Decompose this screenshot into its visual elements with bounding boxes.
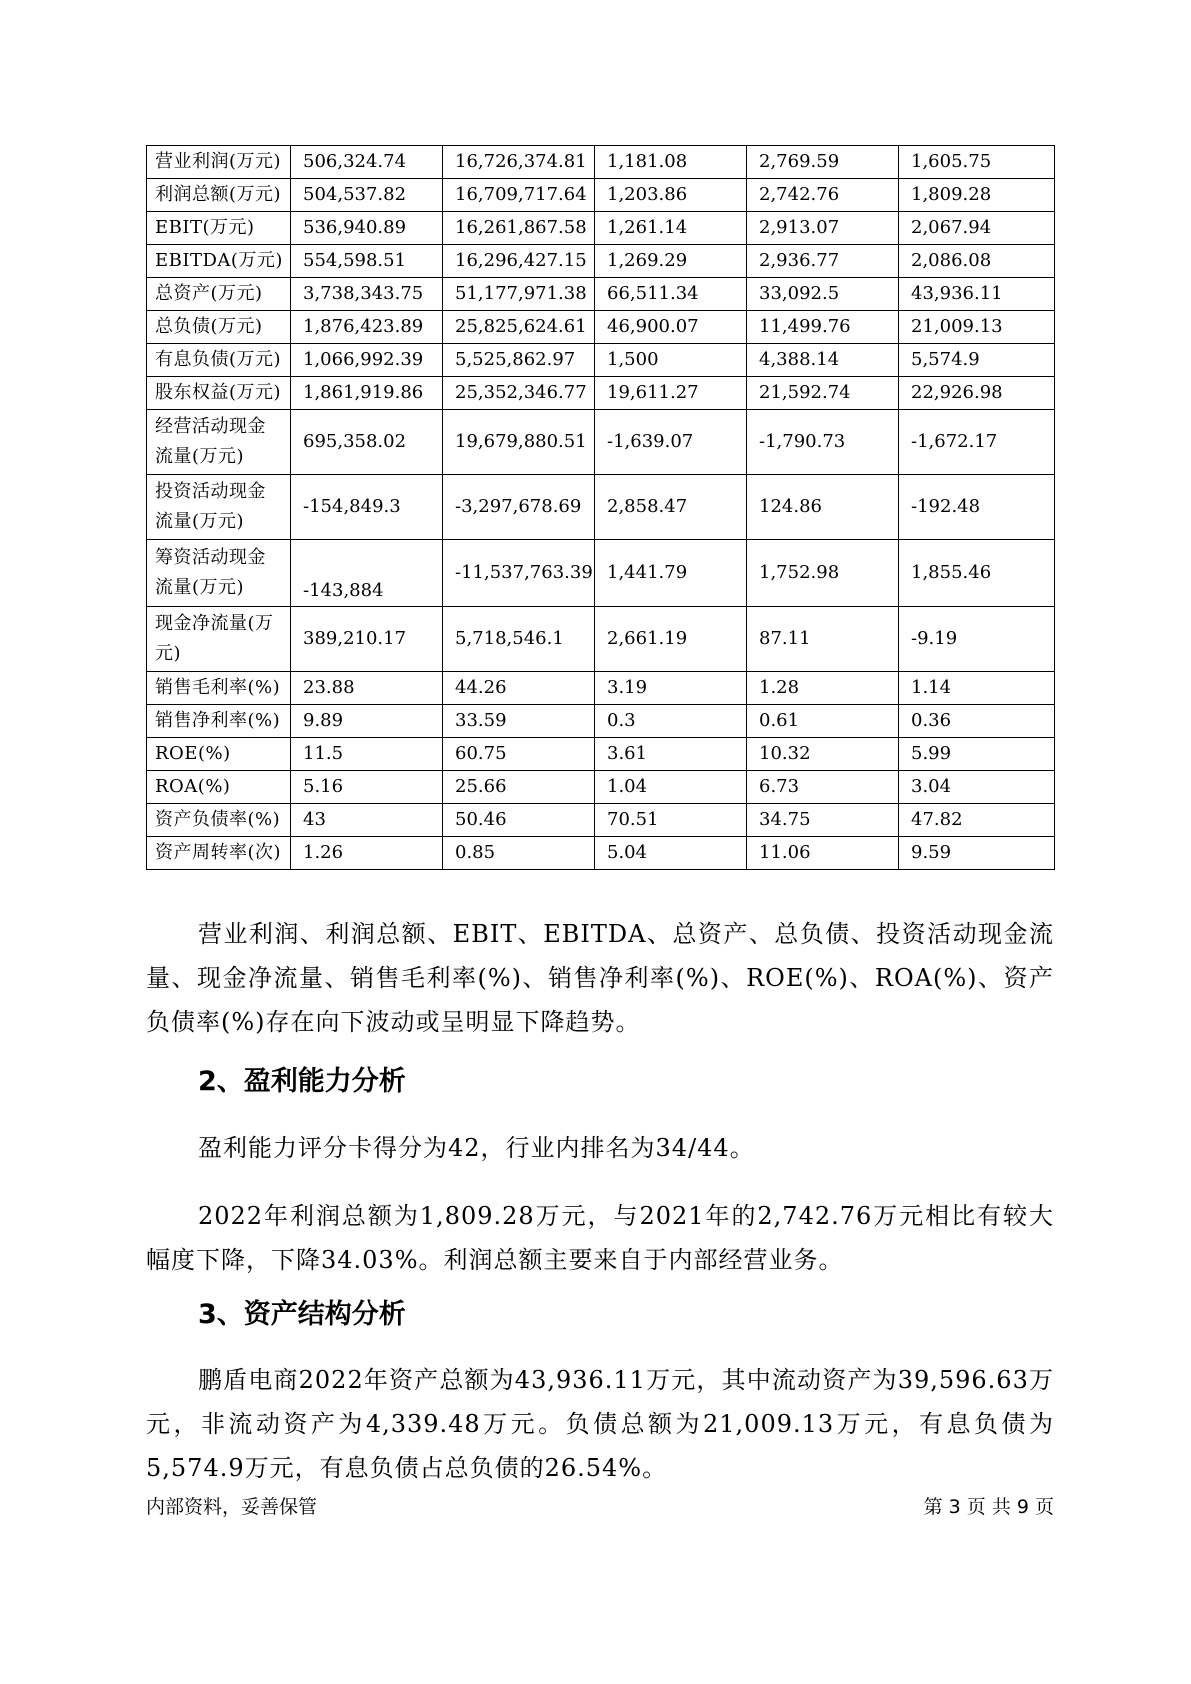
table-cell: 5,525,862.97: [443, 344, 595, 377]
table-cell: 60.75: [443, 738, 595, 771]
row-label: 股东权益(万元): [147, 377, 291, 410]
table-cell: 124.86: [747, 475, 899, 540]
row-label: ROA(%): [147, 771, 291, 804]
table-cell: 2,769.59: [747, 146, 899, 179]
row-label: 资产负债率(%): [147, 804, 291, 837]
table-cell: 16,726,374.81: [443, 146, 595, 179]
table-cell: 0.36: [899, 705, 1055, 738]
table-row: [147, 146, 1055, 179]
table-cell: 23.88: [291, 672, 443, 705]
row-label: 总资产(万元): [147, 278, 291, 311]
table-row: [147, 410, 1055, 475]
table-cell: 46,900.07: [595, 311, 747, 344]
row-label: 投资活动现金流量(万元): [147, 475, 291, 540]
table-cell: 0.85: [443, 837, 595, 870]
table-cell: 16,296,427.15: [443, 245, 595, 278]
table-cell: -1,639.07: [595, 410, 747, 475]
table-cell: 44.26: [443, 672, 595, 705]
table-row: [147, 179, 1055, 212]
table-cell: 5,574.9: [899, 344, 1055, 377]
table-row: [147, 377, 1055, 410]
table-row: [147, 705, 1055, 738]
table-cell: 0.3: [595, 705, 747, 738]
table-row: [147, 540, 1055, 607]
table-row: [147, 837, 1055, 870]
table-cell: 66,511.34: [595, 278, 747, 311]
table-cell: -192.48: [899, 475, 1055, 540]
table-cell: 2,913.07: [747, 212, 899, 245]
table-cell: 1,876,423.89: [291, 311, 443, 344]
table-cell: 4,388.14: [747, 344, 899, 377]
table-row: [147, 804, 1055, 837]
table-cell: 1,809.28: [899, 179, 1055, 212]
financial-table-body: [147, 146, 1055, 870]
table-cell: 695,358.02: [291, 410, 443, 475]
table-cell: 2,742.76: [747, 179, 899, 212]
table-cell: 51,177,971.38: [443, 278, 595, 311]
row-label: ROE(%): [147, 738, 291, 771]
table-cell: 3,738,343.75: [291, 278, 443, 311]
table-cell: 389,210.17: [291, 607, 443, 672]
table-cell: 10.32: [747, 738, 899, 771]
table-cell: 5.04: [595, 837, 747, 870]
table-cell: 87.11: [747, 607, 899, 672]
table-cell: 536,940.89: [291, 212, 443, 245]
row-label: 有息负债(万元): [147, 344, 291, 377]
table-cell: -154,849.3: [291, 475, 443, 540]
table-cell: 1,752.98: [747, 540, 899, 607]
table-cell: 554,598.51: [291, 245, 443, 278]
table-cell: 1.04: [595, 771, 747, 804]
row-label: 现金净流量(万元): [147, 607, 291, 672]
table-cell: 22,926.98: [899, 377, 1055, 410]
table-cell: 506,324.74: [291, 146, 443, 179]
table-row: [147, 311, 1055, 344]
financial-data-table: [146, 145, 1055, 870]
profit-score-paragraph: 盈利能力评分卡得分为42，行业内排名为34/44。: [198, 1134, 755, 1162]
row-label: EBITDA(万元): [147, 245, 291, 278]
table-cell: 1,066,992.39: [291, 344, 443, 377]
footer-confidential-note: 内部资料，妥善保管: [146, 1496, 318, 1518]
table-row: [147, 672, 1055, 705]
table-cell: 34.75: [747, 804, 899, 837]
table-row: [147, 245, 1055, 278]
table-cell: 3.61: [595, 738, 747, 771]
table-row: [147, 607, 1055, 672]
table-cell: 1,181.08: [595, 146, 747, 179]
table-cell: 2,661.19: [595, 607, 747, 672]
row-label: 资产周转率(次): [147, 837, 291, 870]
table-cell: 1,203.86: [595, 179, 747, 212]
table-cell: 11,499.76: [747, 311, 899, 344]
table-cell: 5,718,546.1: [443, 607, 595, 672]
table-cell: -3,297,678.69: [443, 475, 595, 540]
row-label: 总负债(万元): [147, 311, 291, 344]
table-cell: 11.06: [747, 837, 899, 870]
asset-structure-heading: 3、资产结构分析: [198, 1299, 406, 1330]
footer-page-number: 第 3 页 共 9 页: [923, 1496, 1054, 1518]
table-row: [147, 771, 1055, 804]
table-cell: -1,672.17: [899, 410, 1055, 475]
row-label: 销售净利率(%): [147, 705, 291, 738]
table-cell: 33,092.5: [747, 278, 899, 311]
table-cell: 19,611.27: [595, 377, 747, 410]
table-cell: 3.19: [595, 672, 747, 705]
table-cell: 25,825,624.61: [443, 311, 595, 344]
table-cell: 2,067.94: [899, 212, 1055, 245]
table-cell: 1,855.46: [899, 540, 1055, 607]
table-cell: -11,537,763.39: [443, 540, 595, 607]
row-label: 销售毛利率(%): [147, 672, 291, 705]
profitability-heading: 2、盈利能力分析: [198, 1066, 406, 1097]
table-cell: 50.46: [443, 804, 595, 837]
table-cell: 1,500: [595, 344, 747, 377]
table-row: [147, 212, 1055, 245]
table-cell: 1,861,919.86: [291, 377, 443, 410]
row-label: 营业利润(万元): [147, 146, 291, 179]
table-cell: 16,709,717.64: [443, 179, 595, 212]
row-label: EBIT(万元): [147, 212, 291, 245]
table-cell: 1.26: [291, 837, 443, 870]
table-row: [147, 344, 1055, 377]
trend-paragraph: 营业利润、利润总额、EBIT、EBITDA、总资产、总负债、投资活动现金流量、现金净流量、销售毛利率(%)、销售净利率(%)、ROE(%)、ROA(%)、资产负债率(%)存在向下波动或呈明显下降趋势。: [146, 920, 1054, 1036]
table-cell: 25,352,346.77: [443, 377, 595, 410]
table-cell: 1.14: [899, 672, 1055, 705]
table-cell: 21,592.74: [747, 377, 899, 410]
table-cell: 43: [291, 804, 443, 837]
table-cell: 2,086.08: [899, 245, 1055, 278]
table-cell: 19,679,880.51: [443, 410, 595, 475]
table-cell: 9.59: [899, 837, 1055, 870]
table-cell: 11.5: [291, 738, 443, 771]
table-cell: 504,537.82: [291, 179, 443, 212]
row-label: 利润总额(万元): [147, 179, 291, 212]
table-cell: 33.59: [443, 705, 595, 738]
table-cell: 25.66: [443, 771, 595, 804]
table-cell: 70.51: [595, 804, 747, 837]
table-cell: -9.19: [899, 607, 1055, 672]
table-cell: 1.28: [747, 672, 899, 705]
table-cell: 16,261,867.58: [443, 212, 595, 245]
profit-detail-paragraph: 2022年利润总额为1,809.28万元，与2021年的2,742.76万元相比有较大幅度下降，下降34.03%。利润总额主要来自于内部经营业务。: [146, 1202, 1054, 1274]
table-cell: 0.61: [747, 705, 899, 738]
table-cell: 47.82: [899, 804, 1055, 837]
table-cell: 1,605.75: [899, 146, 1055, 179]
table-cell: 1,269.29: [595, 245, 747, 278]
table-cell: 43,936.11: [899, 278, 1055, 311]
table-row: [147, 475, 1055, 540]
table-cell: 1,441.79: [595, 540, 747, 607]
table-row: [147, 278, 1055, 311]
table-row: [147, 738, 1055, 771]
table-cell: -1,790.73: [747, 410, 899, 475]
table-cell: 2,858.47: [595, 475, 747, 540]
table-cell: 5.16: [291, 771, 443, 804]
asset-detail-paragraph: 鹏盾电商2022年资产总额为43,936.11万元，其中流动资产为39,596.63万元，非流动资产为4,339.48万元。负债总额为21,009.13万元，有息负债为5,574.9万元，有息负债占总负债的26.54%。: [146, 1366, 1054, 1482]
table-cell: 1,261.14: [595, 212, 747, 245]
table-cell: 9.89: [291, 705, 443, 738]
table-cell: 21,009.13: [899, 311, 1055, 344]
table-cell: 3.04: [899, 771, 1055, 804]
table-cell: 6.73: [747, 771, 899, 804]
table-cell: -143,884: [291, 540, 443, 607]
row-label: 筹资活动现金流量(万元): [147, 540, 291, 607]
table-cell: 2,936.77: [747, 245, 899, 278]
row-label: 经营活动现金流量(万元): [147, 410, 291, 475]
table-cell: 5.99: [899, 738, 1055, 771]
